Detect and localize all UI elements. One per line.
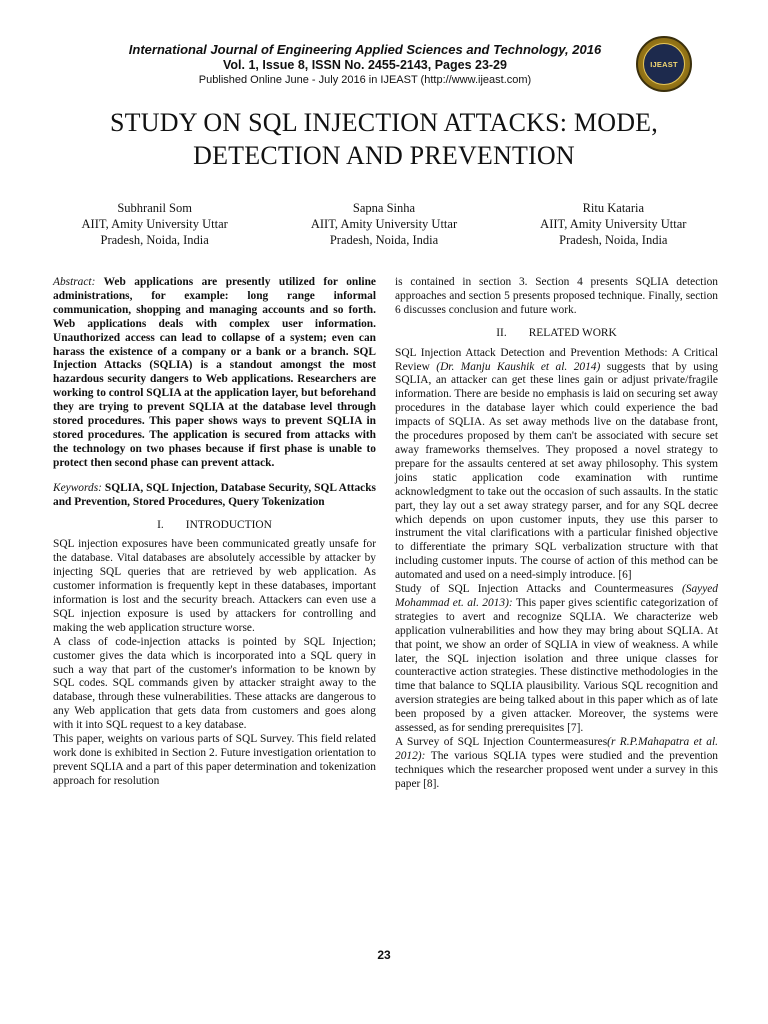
right-column <box>395 276 718 792</box>
paper-title-line2: DETECTION AND PREVENTION <box>193 141 575 170</box>
paragraph-text: Study of SQL Injection Attacks and Countermeasures <box>395 583 682 596</box>
paragraph: This paper, weights on various parts of SQL Survey. This field related work done is exhibited in Section 2. Future investigation orientation to prevent SQLIA and a part of this paper determination and tokenization approach for resolution <box>53 733 376 787</box>
section-title: INTRODUCTION <box>185 518 272 531</box>
citation: (Sayyed Mohammad et. al. 2013): <box>395 583 718 609</box>
abstract <box>53 276 376 471</box>
paragraph-text: The various SQLIA types were studied and the prevention techniques which the researcher proposed went under a survey in this paper [8]. <box>395 749 718 790</box>
page-number: 23 <box>377 948 391 962</box>
journal-published: Published Online June - July 2016 in IJEAST (http://www.ijeast.com) <box>198 74 532 86</box>
section-heading <box>53 519 376 533</box>
citation: (r R.P.Mahapatra et al. 2012): <box>395 736 718 762</box>
paragraph-text: suggests that by using SQLIA, an attacker can get these lines gain or adjust private/fragile information. There are beside no emphasis is laid on securing set away procedures in the database layer which could experience the bad impacts of SQLIA. As set away methods live on the database front, the procedures proposed by them can't be associated with secure set away frameworks themselves. They proposed a novel strategy to prepare for the assaults centered at set away philosophy. This system joins static application code examination with runtime acknowledgment to take out the occasion of such assaults. In the static part, they lay out a set away strategy parser, and for any SQL decree which depends on upon customer inputs, they use this parser to instrument the vital clarifications with a particular finished objective to differentiate the primary SQL verbalization structure with that including customer inputs. The course of action of this method can be automated and used on a need-simply introduce. [6] <box>395 360 718 582</box>
section-number: I. <box>157 518 164 531</box>
section-heading <box>395 327 718 341</box>
paragraph <box>395 347 718 583</box>
author-name: Subhranil Som <box>117 201 192 215</box>
section-title: RELATED WORK <box>528 326 617 339</box>
author-affiliation: Pradesh, Noida, India <box>329 233 439 247</box>
author-affiliation: Pradesh, Noida, India <box>100 233 209 247</box>
paragraph: A class of code-injection attacks is pointed by SQL Injection; customer gives the data which is incorporated into a SQL query in such a way that part of the customer's information to be known by SQL codes. SQL commands given by attacker straight away to the database, through these vulnerabilities. These attacks are dangerous to any Web application that gets data from customers and goes along with it into SQL request to a key database. <box>53 635 376 732</box>
paragraph <box>395 583 718 736</box>
paragraph <box>395 736 718 792</box>
journal-logo-text: IJEAST <box>643 43 685 85</box>
paragraph: SQL injection exposures have been communicated greatly unsafe for the database. Vital databases are absolutely accessible by attacker by injecting SQL queries that are retrieved by web application. As customer information is frequently kept in these databases, important information is lost and the security breach. Attackers can even use a SQL injection exposure is used by attackers for controlling and making the web application structure worse. <box>53 538 376 634</box>
paragraph-text: A Survey of SQL Injection Countermeasures <box>395 736 608 748</box>
section-number: II. <box>496 326 507 339</box>
author-name: Ritu Kataria <box>582 201 645 215</box>
author-block <box>269 200 498 248</box>
author-affiliation: AIIT, Amity University Uttar <box>540 217 687 231</box>
citation: (Dr. Manju Kaushik et al. 2014) <box>436 360 601 373</box>
journal-header <box>80 42 650 88</box>
journal-volume: Vol. 1, Issue 8, ISSN No. 2455-2143, Pages 23-29 <box>223 58 507 72</box>
left-column <box>53 276 376 789</box>
keywords <box>53 482 376 510</box>
author-block <box>40 200 269 248</box>
keywords-label: Keywords: <box>53 481 102 494</box>
author-affiliation: AIIT, Amity University Uttar <box>310 217 458 231</box>
author-affiliation: Pradesh, Noida, India <box>559 233 668 247</box>
journal-name: International Journal of Engineering Applied Sciences and Technology, 2016 <box>128 42 602 57</box>
journal-logo <box>636 36 692 92</box>
author-list <box>40 200 728 248</box>
abstract-text: Web applications are presently utilized for online administrations, for example: long range informal communication, shopping and managing accounts and so forth. Web applications deals with complex user information. Unauthorized access can lead to collapse of a system; even can harass the existence of a company or a bank or a branch. SQL Injection Attacks (SQLIA) is a standout amongst the most hazardous security dangers to Web applications. Researchers are working to control SQLIA at the application layer, but beforehand they are trying to prevent SQLIA at the database level through stored procedures. This paper shows ways to prevent SQLIA in stored procedures. The application is secured from attacks with the technology on two phases because if first phase is unable to protect then second phase can prevent attack. <box>53 276 376 469</box>
paragraph: is contained in section 3. Section 4 presents SQLIA detection approaches and section 5 presents proposed technique. Finally, section 6 discusses conclusion and future work. <box>395 276 718 316</box>
paragraph-text: SQL Injection Attack Detection and Prevention Methods: A Critical Review <box>395 346 718 373</box>
author-block <box>499 200 728 248</box>
paper-title-line1: STUDY ON SQL INJECTION ATTACKS: MODE, <box>110 108 658 137</box>
author-name: Sapna Sinha <box>352 201 416 215</box>
abstract-label: Abstract: <box>53 276 96 288</box>
keywords-text: SQLIA, SQL Injection, Database Security, SQL Attacks and Prevention, Stored Procedures, Query Tokenization <box>53 481 376 508</box>
paragraph-text: This paper gives scientific categorization of strategies to avert and recognize SQLIA. We characterize web application vulnerabilities and how they may bring about SQLIA. At that point, we show an order of SQLIA in view of weakness. A while later, the SQL injection isolation and three unique classes for counteractive action strategies. These distinctive methodologies in the time that balance to SQLIA plausibility. Various SQL recognition and aversion strategies are being talked about in this paper which as of late been proposed by a given attacker. Moreover, the systems were assessed, as for sending prerequisites [7]. <box>395 596 719 735</box>
paper-title <box>40 106 728 172</box>
author-affiliation: AIIT, Amity University Uttar <box>81 217 228 231</box>
